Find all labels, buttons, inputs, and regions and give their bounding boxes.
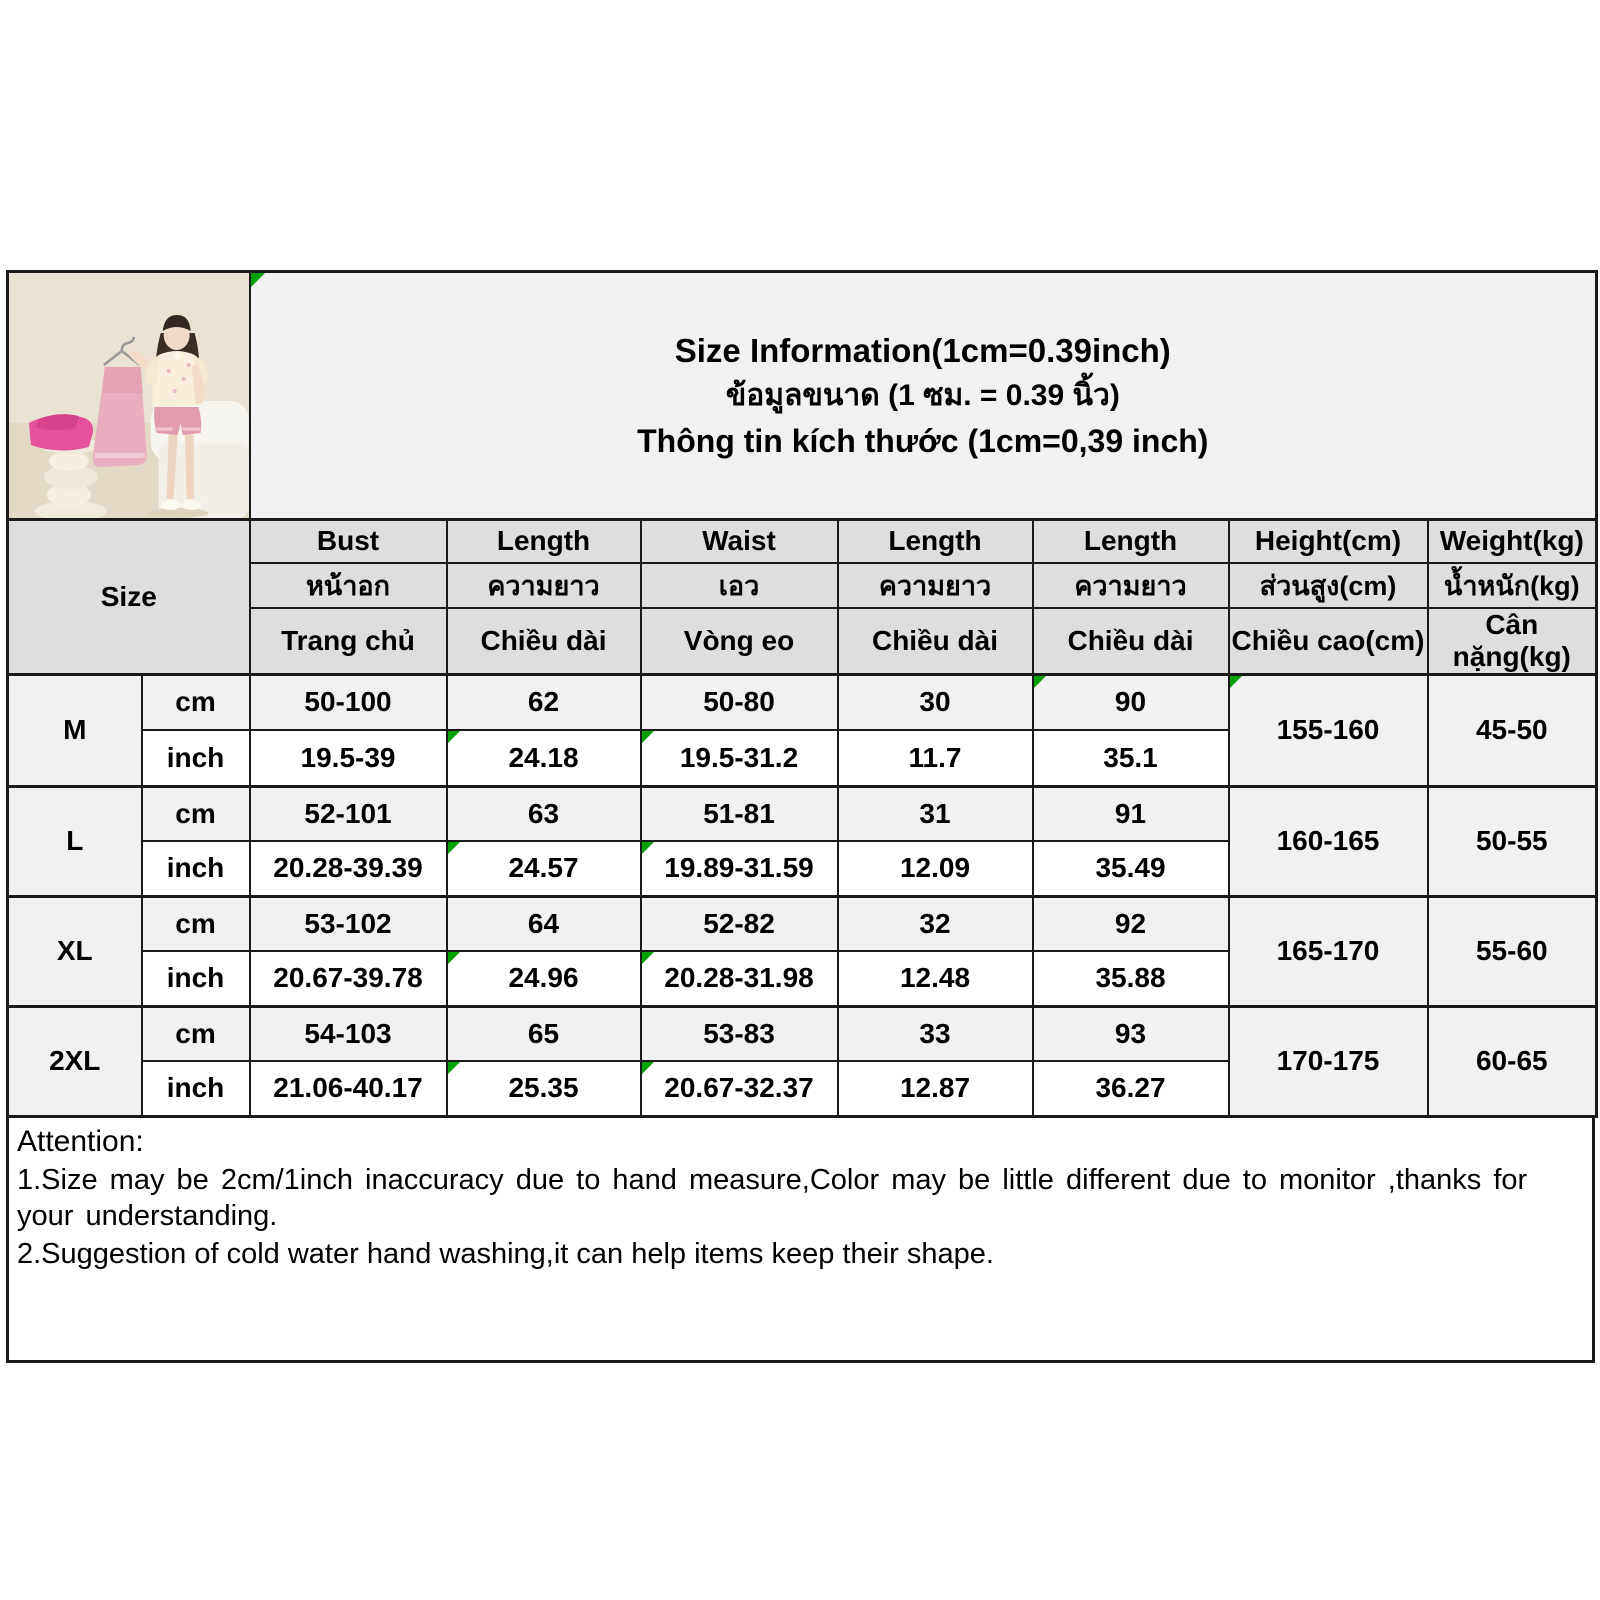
unit-label-inch: inch: [142, 730, 250, 786]
unit-label-cm: cm: [142, 1006, 250, 1061]
cell-2xl-inch-waist: 20.67-32.37: [641, 1061, 838, 1116]
unit-label-inch: inch: [142, 1061, 250, 1116]
cell-2xl-inch-bust: 21.06-40.17: [250, 1061, 447, 1116]
col-header-waist-th: เอว: [641, 563, 838, 608]
cell-2xl-inch-length2: 12.87: [838, 1061, 1033, 1116]
excel-error-triangle-icon: [642, 952, 654, 964]
cell-l-cm-length2: 31: [838, 786, 1033, 841]
cell-m-cm-bust: 50-100: [250, 674, 447, 730]
cell-m-weight: 45-50: [1428, 674, 1597, 786]
size-chart-table: [6, 270, 1598, 1118]
excel-error-triangle-icon: [448, 1062, 460, 1074]
col-header-waist-vi: Vòng eo: [641, 608, 838, 675]
cell-l-cm-bust: 52-101: [250, 786, 447, 841]
cell-xl-cm-length3: 92: [1033, 896, 1229, 951]
col-header-length3-vi: Chiều dài: [1033, 608, 1229, 675]
col-header-weight-th: น้ำหนัก(kg): [1428, 563, 1597, 608]
product-photo: [8, 272, 250, 520]
cell-xl-cm-length2: 32: [838, 896, 1033, 951]
cell-xl-inch-length3: 35.88: [1033, 951, 1229, 1006]
cell-2xl-cm-length2: 33: [838, 1006, 1033, 1061]
title-cell: [250, 272, 1597, 520]
cell-l-inch-length2: 12.09: [838, 841, 1033, 896]
col-header-length2-th: ความยาว: [838, 563, 1033, 608]
col-header-length1-th: ความยาว: [447, 563, 641, 608]
cell-m-inch-length2: 11.7: [838, 730, 1033, 786]
col-header-length2-en: Length: [838, 520, 1033, 563]
excel-error-triangle-icon: [642, 731, 654, 743]
unit-label-inch: inch: [142, 841, 250, 896]
cell-m-cm-length3: 90: [1033, 674, 1229, 730]
cell-l-height: 160-165: [1229, 786, 1428, 896]
cell-xl-inch-length2: 12.48: [838, 951, 1033, 1006]
col-header-waist-en: Waist: [641, 520, 838, 563]
cell-l-cm-waist: 51-81: [641, 786, 838, 841]
cell-m-inch-length3: 35.1: [1033, 730, 1229, 786]
cell-xl-cm-bust: 53-102: [250, 896, 447, 951]
col-header-weight-vi: Cân nặng(kg): [1428, 608, 1597, 675]
excel-error-triangle-icon: [448, 952, 460, 964]
pajama-model-illustration: [9, 273, 249, 518]
cell-m-inch-length1: 24.18: [447, 730, 641, 786]
cell-2xl-inch-length3: 36.27: [1033, 1061, 1229, 1116]
col-header-height-en: Height(cm): [1229, 520, 1428, 563]
cell-l-cm-length3: 91: [1033, 786, 1229, 841]
cell-xl-weight: 55-60: [1428, 896, 1597, 1006]
excel-error-triangle-icon: [251, 273, 265, 287]
cell-2xl-cm-length3: 93: [1033, 1006, 1229, 1061]
excel-error-triangle-icon: [642, 842, 654, 854]
cell-l-inch-length1: 24.57: [447, 841, 641, 896]
unit-label-inch: inch: [142, 951, 250, 1006]
size-header: Size: [8, 520, 250, 675]
size-row-label-l: L: [8, 786, 142, 896]
cell-xl-inch-waist: 20.28-31.98: [641, 951, 838, 1006]
cell-m-inch-waist: 19.5-31.2: [641, 730, 838, 786]
unit-label-cm: cm: [142, 674, 250, 730]
cell-m-cm-waist: 50-80: [641, 674, 838, 730]
unit-label-cm: cm: [142, 896, 250, 951]
title-vietnamese: Thông tin kích thước (1cm=0,39 inch): [637, 422, 1209, 459]
col-header-bust-th: หน้าอก: [250, 563, 447, 608]
attention-note-2: 2.Suggestion of cold water hand washing,it can help items keep their shape.: [17, 1237, 994, 1270]
title-english: Size Information(1cm=0.39inch): [674, 331, 1171, 369]
size-row-label-m: M: [8, 674, 142, 786]
cell-xl-inch-length1: 24.96: [447, 951, 641, 1006]
col-header-bust-en: Bust: [250, 520, 447, 563]
cell-2xl-height: 170-175: [1229, 1006, 1428, 1116]
cell-2xl-weight: 60-65: [1428, 1006, 1597, 1116]
excel-error-triangle-icon: [1230, 676, 1242, 688]
cell-l-weight: 50-55: [1428, 786, 1597, 896]
cell-m-height: 155-160: [1229, 674, 1428, 786]
cell-xl-height: 165-170: [1229, 896, 1428, 1006]
cell-m-inch-bust: 19.5-39: [250, 730, 447, 786]
col-header-length1-en: Length: [447, 520, 641, 563]
cell-m-cm-length1: 62: [447, 674, 641, 730]
size-chart-sheet: [6, 270, 1595, 1363]
attention-box: [6, 1118, 1595, 1363]
col-header-length1-vi: Chiều dài: [447, 608, 641, 675]
cell-l-inch-waist: 19.89-31.59: [641, 841, 838, 896]
excel-error-triangle-icon: [1034, 676, 1046, 688]
unit-label-cm: cm: [142, 786, 250, 841]
title-thai: ข้อมูลขนาด (1 ซม. = 0.39 นิ้ว): [725, 378, 1120, 412]
cell-xl-cm-length1: 64: [447, 896, 641, 951]
size-row-label-2xl: 2XL: [8, 1006, 142, 1116]
col-header-height-th: ส่วนสูง(cm): [1229, 563, 1428, 608]
cell-l-inch-length3: 35.49: [1033, 841, 1229, 896]
cell-2xl-cm-bust: 54-103: [250, 1006, 447, 1061]
cell-xl-inch-bust: 20.67-39.78: [250, 951, 447, 1006]
col-header-length3-en: Length: [1033, 520, 1229, 563]
col-header-bust-vi: Trang chủ: [250, 608, 447, 675]
col-header-length3-th: ความยาว: [1033, 563, 1229, 608]
cell-l-inch-bust: 20.28-39.39: [250, 841, 447, 896]
excel-error-triangle-icon: [448, 731, 460, 743]
cell-2xl-inch-length1: 25.35: [447, 1061, 641, 1116]
size-row-label-xl: XL: [8, 896, 142, 1006]
excel-error-triangle-icon: [448, 842, 460, 854]
col-header-length2-vi: Chiều dài: [838, 608, 1033, 675]
cell-2xl-cm-length1: 65: [447, 1006, 641, 1061]
attention-note-1: 1.Size may be 2cm/1inch inaccuracy due to hand measure,Color may be little different due to monitor ,thanks for your understanding.: [17, 1163, 1528, 1232]
col-header-weight-en: Weight(kg): [1428, 520, 1597, 563]
cell-l-cm-length1: 63: [447, 786, 641, 841]
cell-m-cm-length2: 30: [838, 674, 1033, 730]
cell-2xl-cm-waist: 53-83: [641, 1006, 838, 1061]
excel-error-triangle-icon: [642, 1062, 654, 1074]
attention-heading: Attention:: [17, 1124, 144, 1158]
cell-xl-cm-waist: 52-82: [641, 896, 838, 951]
col-header-height-vi: Chiều cao(cm): [1229, 608, 1428, 675]
